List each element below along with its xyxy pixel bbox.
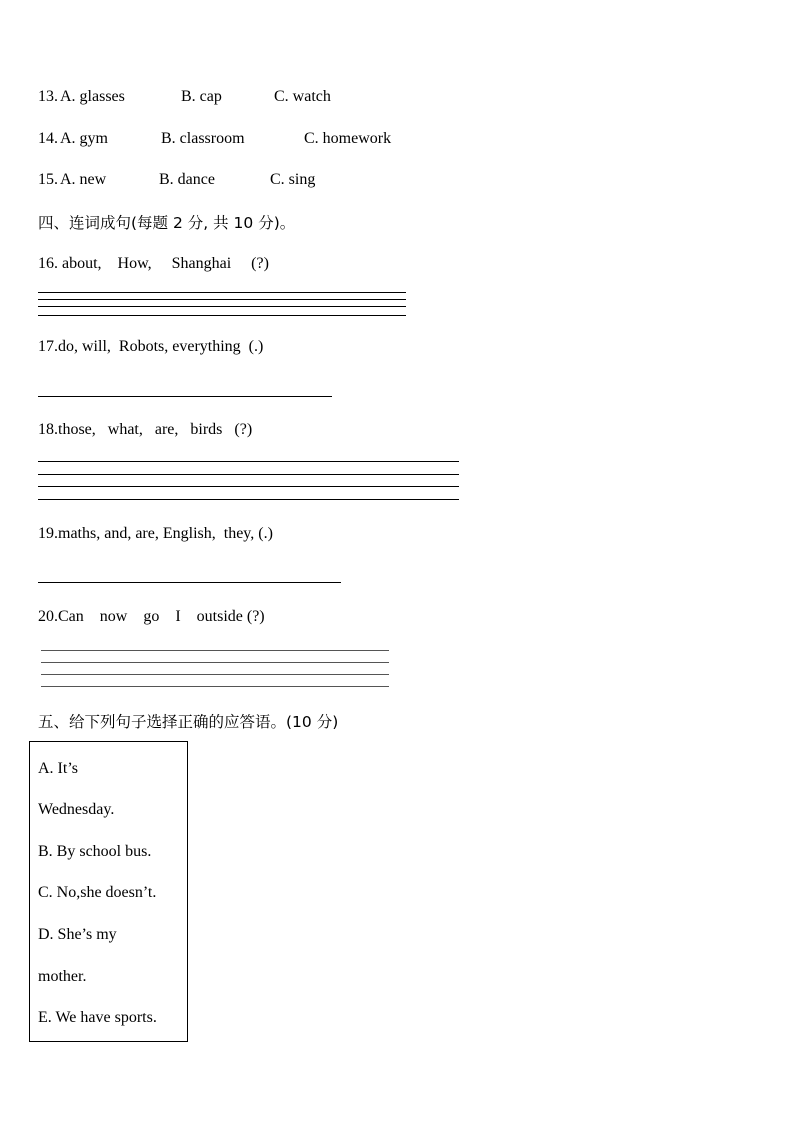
option-b: B. cap (181, 88, 222, 105)
answer-option-a-line2: Wednesday. (38, 801, 115, 818)
option-b: B. classroom (161, 130, 245, 147)
answer-line (38, 306, 406, 307)
answer-line (38, 299, 406, 300)
answer-line (41, 662, 389, 663)
answer-line (41, 650, 389, 651)
option-a: A. gym (60, 130, 108, 147)
answer-line (38, 499, 459, 500)
answer-option-d-line2: mother. (38, 968, 87, 985)
question-17: 17.do, will, Robots, everything (.) (38, 338, 264, 355)
question-number: 15. (38, 171, 58, 188)
option-c: C. sing (270, 171, 316, 188)
answer-option-d-line1: D. She’s my (38, 926, 117, 943)
section-4-heading: 四、连词成句(每题 2 分, 共 10 分)。 (38, 214, 296, 232)
answer-line (38, 292, 406, 293)
answer-option-a-line1: A. It’s (38, 760, 78, 777)
answer-options-box (29, 741, 188, 1042)
question-18: 18.those, what, are, birds (?) (38, 421, 253, 438)
option-c: C. watch (274, 88, 331, 105)
answer-option-c: C. No,she doesn’t. (38, 884, 157, 901)
section-5-heading: 五、给下列句子选择正确的应答语。(10 分) (38, 713, 339, 731)
question-20: 20.Can now go I outside (?) (38, 608, 265, 625)
question-19: 19.maths, and, are, English, they, (.) (38, 525, 273, 542)
option-c: C. homework (304, 130, 392, 147)
answer-line (41, 686, 389, 687)
option-b: B. dance (159, 171, 215, 188)
answer-line-17 (38, 396, 332, 397)
answer-line-19 (38, 582, 341, 583)
answer-line (38, 461, 459, 462)
answer-line (41, 674, 389, 675)
question-number: 14. (38, 130, 58, 147)
answer-line (38, 315, 406, 316)
option-a: A. new (60, 171, 107, 188)
question-number: 13. (38, 88, 58, 105)
question-16: 16. about, How, Shanghai (?) (38, 255, 269, 272)
option-a: A. glasses (60, 88, 125, 105)
answer-option-e: E. We have sports. (38, 1009, 157, 1026)
answer-line (38, 486, 459, 487)
answer-option-b: B. By school bus. (38, 843, 152, 860)
answer-line (38, 474, 459, 475)
